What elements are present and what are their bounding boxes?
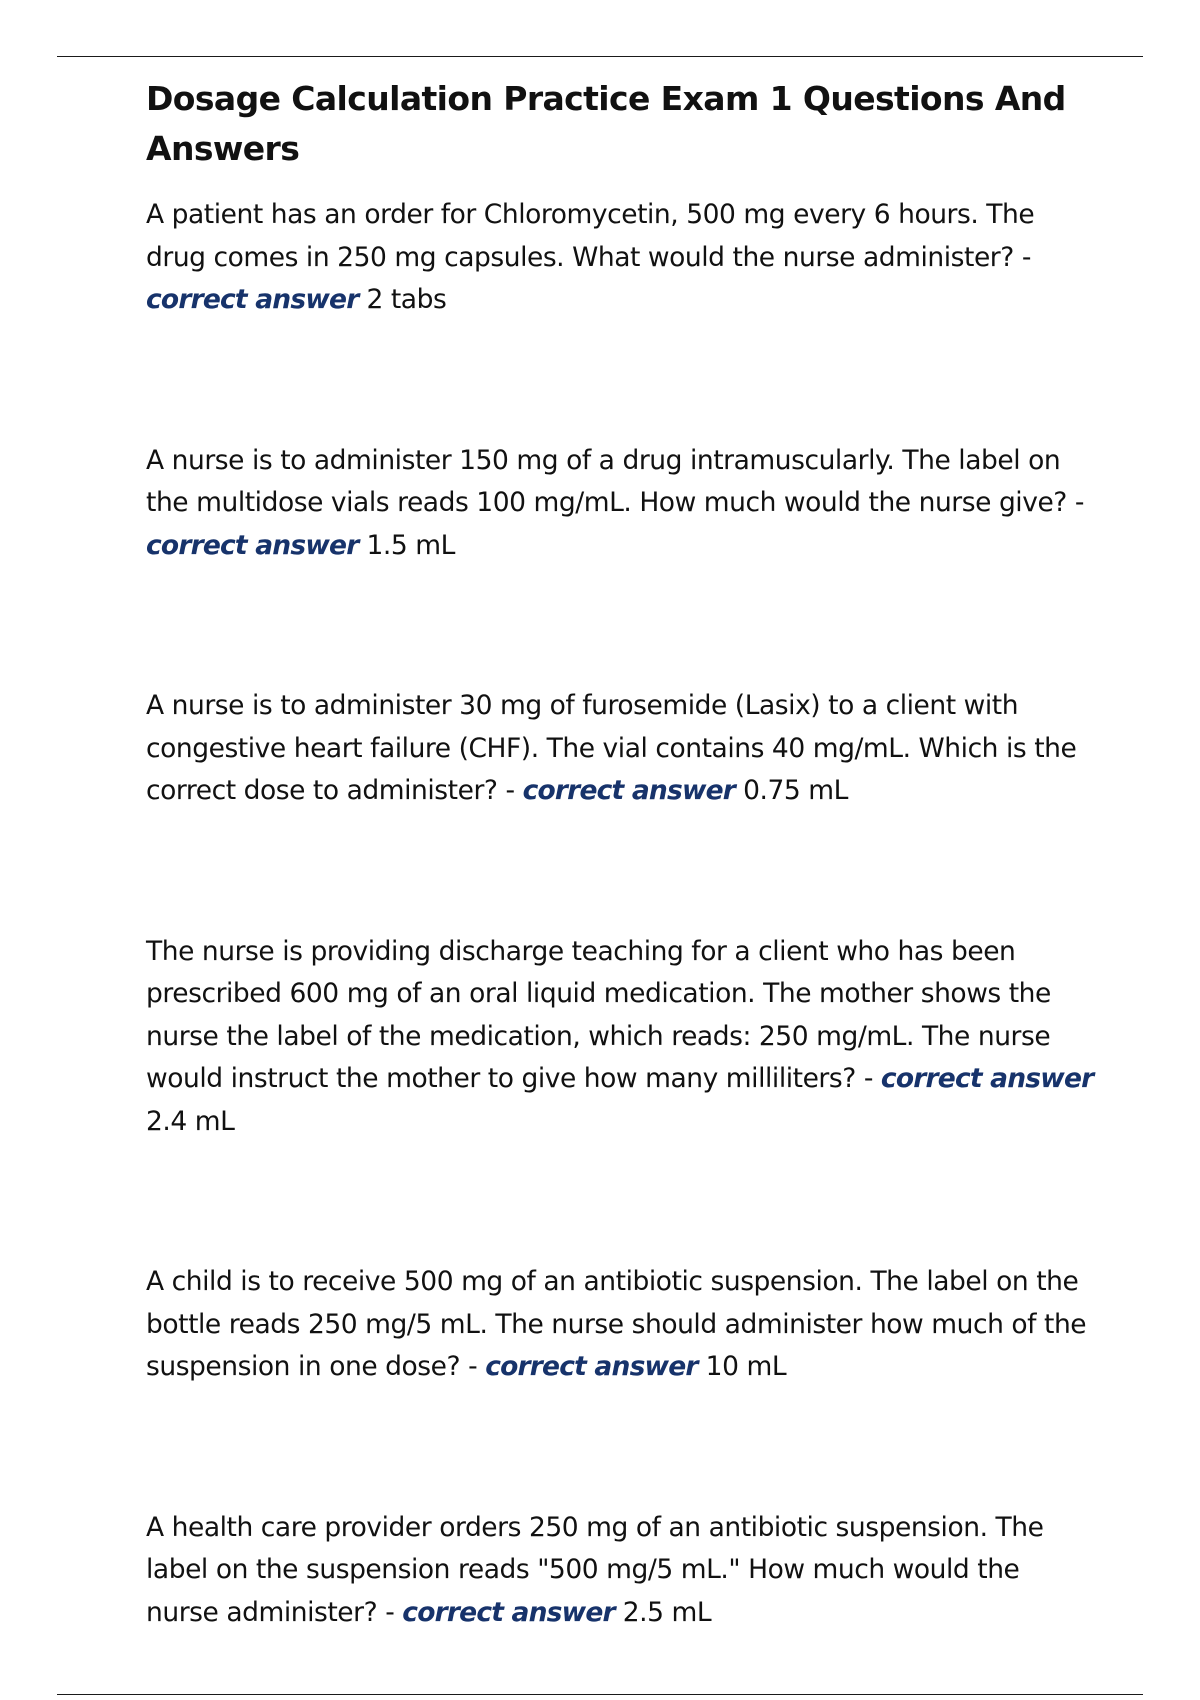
answer-text: 1.5 mL <box>366 529 455 561</box>
bottom-rule <box>57 1694 1143 1695</box>
document-title: Dosage Calculation Practice Exam 1 Questions And Answers <box>146 79 1066 168</box>
answer-marker: correct answer <box>146 529 359 561</box>
question-text: A child is to receive 500 mg of an antibiotic suspension. The label on the bottle reads 250 mg/5 mL. The nurse should administer how much of the suspension in one dose? - <box>146 1266 1087 1382</box>
answer-marker: correct answer <box>402 1596 615 1628</box>
document-body <box>146 74 1096 1634</box>
question-text: A patient has an order for Chloromycetin, 500 mg every 6 hours. The drug comes in 250 mg capsules. What would the nurse administer? - <box>146 199 1035 273</box>
answer-text: 0.75 mL <box>743 775 848 806</box>
answer-marker: correct answer <box>522 775 736 806</box>
question-text: A health care provider orders 250 mg of an antibiotic suspension. The label on the suspension reads "500 mg/5 mL." How much would the nurse administer? - <box>146 1511 1044 1628</box>
qa-item-4 <box>146 931 1096 1144</box>
answer-text: 10 mL <box>705 1351 787 1382</box>
question-text: A nurse is to administer 150 mg of a drug intramuscularly. The label on the multidose vials reads 100 mg/mL. How much would the nurse give? - <box>146 444 1085 518</box>
answer-text: 2 tabs <box>366 284 447 315</box>
question-text: The nurse is providing discharge teaching for a client who has been prescribed 600 mg of an oral liquid medication. The mother shows the nurse the label of the medication, which reads: 250 mg/mL. The nurse would instruct the mother to give how many milliliters? - <box>146 935 1051 1094</box>
answer-marker: correct answer <box>880 1063 1094 1094</box>
top-rule <box>57 56 1143 57</box>
answer-text: 2.5 mL <box>622 1596 712 1628</box>
qa-item-1 <box>146 194 1096 322</box>
answer-marker: correct answer <box>485 1351 698 1382</box>
question-text: A nurse is to administer 30 mg of furosemide (Lasix) to a client with congestive heart failure (CHF). The vial contains 40 mg/mL. Which is the correct dose to administer? - <box>146 690 1077 806</box>
answer-text: 2.4 mL <box>146 1105 235 1137</box>
qa-item-3 <box>146 685 1096 813</box>
qa-item-6 <box>146 1507 1096 1635</box>
qa-item-2 <box>146 440 1096 568</box>
answer-marker: correct answer <box>146 284 359 315</box>
qa-item-5 <box>146 1261 1096 1389</box>
